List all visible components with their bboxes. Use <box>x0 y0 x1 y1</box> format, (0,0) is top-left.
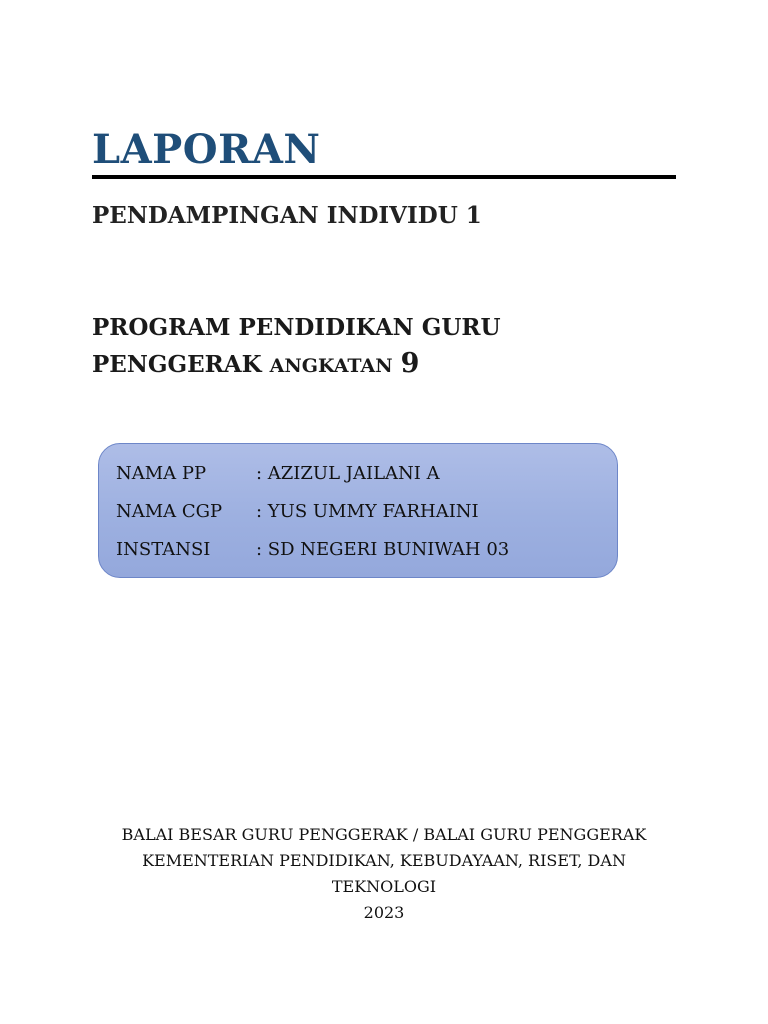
info-box <box>98 443 618 578</box>
document-footer <box>84 822 684 926</box>
info-value: : YUS UMMY FARHAINI <box>256 501 479 522</box>
info-label: INSTANSI <box>116 539 211 560</box>
title-underline-rule <box>92 175 676 179</box>
program-batch-number: 9 <box>400 348 420 379</box>
info-row-nama-pp <box>116 462 440 486</box>
footer-line-3: TEKNOLOGI <box>331 877 437 896</box>
info-value: : AZIZUL JAILANI A <box>256 463 440 484</box>
document-subtitle: PENDAMPINGAN INDIVIDU 1 <box>92 202 482 229</box>
document-title: LAPORAN <box>92 126 321 173</box>
program-line-2 <box>92 346 692 384</box>
info-value: : SD NEGERI BUNIWAH 03 <box>256 539 510 560</box>
program-line-2-small: ANGKATAN <box>269 355 393 377</box>
info-row-instansi <box>116 538 509 562</box>
footer-year: 2023 <box>363 903 405 922</box>
program-heading <box>92 310 692 384</box>
footer-line-2: KEMENTERIAN PENDIDIKAN, KEBUDAYAAN, RISET, DAN <box>142 851 626 870</box>
footer-line-1: BALAI BESAR GURU PENGGERAK / BALAI GURU PENGGERAK <box>121 825 647 844</box>
info-label: NAMA CGP <box>116 501 223 522</box>
info-row-nama-cgp <box>116 500 479 524</box>
program-line-1: PROGRAM PENDIDIKAN GURU <box>92 314 501 341</box>
program-line-2-main: PENGGERAK <box>92 351 262 378</box>
info-label: NAMA PP <box>116 463 207 484</box>
